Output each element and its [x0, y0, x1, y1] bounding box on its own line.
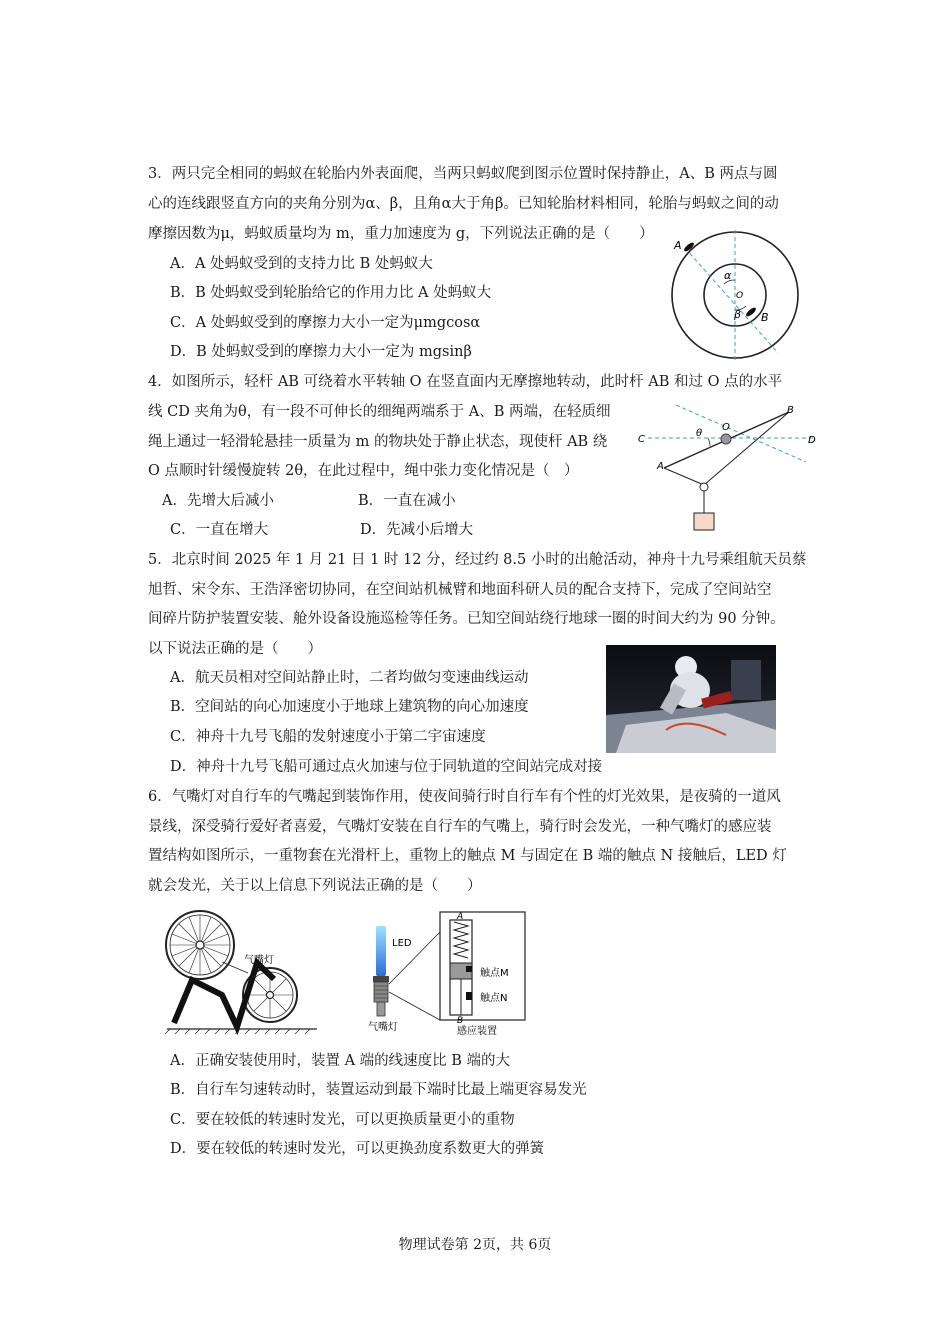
- q5-line-3: 间碎片防护装置安装、舱外设备设施巡检等任务。已知空间站绕行地球一圈的时间大约为 90 分钟。: [148, 611, 785, 627]
- q3-option-c: C．A 处蚂蚁受到的摩擦力大小一定为μmgcosα: [170, 315, 481, 331]
- q4-line-2: 线 CD 夹角为θ，有一段不可伸长的细绳两端系于 A、B 两端，在轻质细: [148, 404, 611, 420]
- ant-b-icon: [745, 306, 757, 318]
- led-tube: [376, 926, 386, 976]
- label-b: B: [787, 405, 794, 416]
- q3-line-2: 心的连线跟竖直方向的夹角分别为α、β，且角α大于角β。已知轮胎材料相同，轮胎与蚂蚁之间的动: [148, 196, 779, 212]
- q5-option-b: B．空间站的向心加速度小于地球上建筑物的向心加速度: [170, 699, 529, 715]
- label-a: A: [674, 239, 682, 252]
- valve-stem: [377, 1002, 385, 1016]
- q5-option-c: C．神舟十九号飞船的发射速度小于第二宇宙速度: [170, 729, 486, 745]
- q5-option-a: A．航天员相对空间站静止时，二者均做匀变速曲线运动: [170, 670, 529, 686]
- q6-option-b: B．自行车匀速转动时，装置运动到最下端时比最上端更容易发光: [170, 1082, 587, 1098]
- q3-line-1: 3．两只完全相同的蚂蚁在轮胎内外表面爬，当两只蚂蚁爬到图示位置时保持静止，A、B 两点与圆: [148, 166, 778, 182]
- contact-n-icon: [466, 992, 472, 1000]
- contact-m-label: 触点M: [480, 968, 509, 979]
- q4-option-a: A．先增大后减小: [162, 493, 274, 509]
- q6-bicycle-figure: [162, 905, 322, 1035]
- q6-line-4: 就会发光，关于以上信息下列说法正确的是（ ）: [148, 878, 482, 894]
- q5-line-1: 5．北京时间 2025 年 1 月 21 日 1 时 12 分，经过约 8.5 小时的出舱活动，神舟十九号乘组航天员蔡: [148, 552, 807, 568]
- q3-tire-figure: [660, 228, 810, 363]
- q5-line-2: 旭哲、宋令东、王浩泽密切协同，在空间站机械臂和地面科研人员的配合支持下，完成了空间站空: [148, 582, 772, 598]
- q3-option-a: A．A 处蚂蚁受到的支持力比 B 处蚂蚁大: [170, 256, 433, 272]
- q5-astronaut-photo: [606, 645, 776, 753]
- q4-option-d: D．先减小后增大: [360, 522, 474, 538]
- sensor-caption: 感应装置: [457, 1026, 497, 1037]
- q6-option-a: A．正确安装使用时，装置 A 端的线速度比 B 端的大: [170, 1053, 511, 1069]
- q4-line-1: 4．如图所示，轻杆 AB 可绕着水平转轴 O 在竖直面内无摩擦地转动，此时杆 AB 和过 O 点的水平: [148, 374, 783, 390]
- valve-light-label: 气嘴灯: [244, 955, 274, 966]
- contact-m-icon: [466, 966, 472, 972]
- label-a: A: [457, 912, 464, 922]
- q6-line-2: 景线，深受骑行爱好者喜爱，气嘴灯安装在自行车的气嘴上，骑行时会发光，一种气嘴灯的感应装: [148, 819, 772, 835]
- label-o: O: [736, 291, 744, 301]
- front-wheel: [166, 911, 234, 979]
- label-b: B: [761, 311, 769, 324]
- label-o: O: [722, 422, 730, 433]
- theta-arc: [708, 438, 710, 446]
- q5-option-d: D．神舟十九号飞船可通过点火加速与位于同轨道的空间站完成对接: [170, 759, 603, 775]
- q6-option-d: D．要在较低的转速时发光，可以更换劲度系数更大的弹簧: [170, 1141, 545, 1157]
- page-footer: 物理试卷第 2页，共 6页: [398, 1237, 552, 1253]
- label-a: A: [657, 461, 664, 472]
- label-d: D: [808, 435, 816, 446]
- contact-n-label: 触点N: [480, 993, 508, 1004]
- q4-option-c: C．一直在增大: [170, 522, 269, 538]
- label-beta: β: [734, 308, 742, 321]
- block: [694, 513, 714, 530]
- valve-body: [374, 982, 388, 1002]
- q6-line-3: 置结构如图所示，一重物套在光滑杆上，重物上的触点 M 与固定在 B 端的触点 N 接触后，LED 灯: [148, 848, 787, 864]
- q3-line-3: 摩擦因数为μ，蚂蚁质量均为 m，重力加速度为 g，下列说法正确的是（ ）: [148, 226, 654, 242]
- label-b: B: [457, 1016, 464, 1026]
- q4-option-b: B．一直在减小: [358, 493, 456, 509]
- q4-line-4: O 点顺时针缓慢旋转 2θ，在此过程中，绳中张力变化情况是（ ）: [148, 463, 579, 479]
- q4-rod-figure: [636, 400, 826, 538]
- device-caption: 气嘴灯: [368, 1022, 398, 1033]
- rope-left: [664, 468, 704, 485]
- pulley-icon: [700, 483, 708, 491]
- label-c: C: [638, 434, 645, 445]
- q6-sensor-figure: [362, 908, 530, 1038]
- valve-cap: [373, 976, 389, 982]
- q6-option-c: C．要在较低的转速时发光，可以更换质量更小的重物: [170, 1112, 515, 1128]
- label-alpha: α: [724, 269, 732, 282]
- led-label: LED: [392, 938, 412, 949]
- q4-line-3: 绳上通过一轻滑轮悬挂一质量为 m 的物块处于静止状态，现使杆 AB 绕: [148, 434, 608, 450]
- pivot-o-icon: [721, 434, 731, 444]
- q3-option-d: D．B 处蚂蚁受到的摩擦力大小一定为 mgsinβ: [170, 344, 472, 360]
- q6-line-1: 6．气嘴灯对自行车的气嘴起到装饰作用，使夜间骑行时自行车有个性的灯光效果，是夜骑的一道风: [148, 789, 781, 805]
- q5-line-4: 以下说法正确的是（ ）: [148, 641, 322, 657]
- label-theta: θ: [696, 428, 703, 439]
- q3-option-b: B．B 处蚂蚁受到轮胎给它的作用力比 A 处蚂蚁大: [170, 285, 492, 301]
